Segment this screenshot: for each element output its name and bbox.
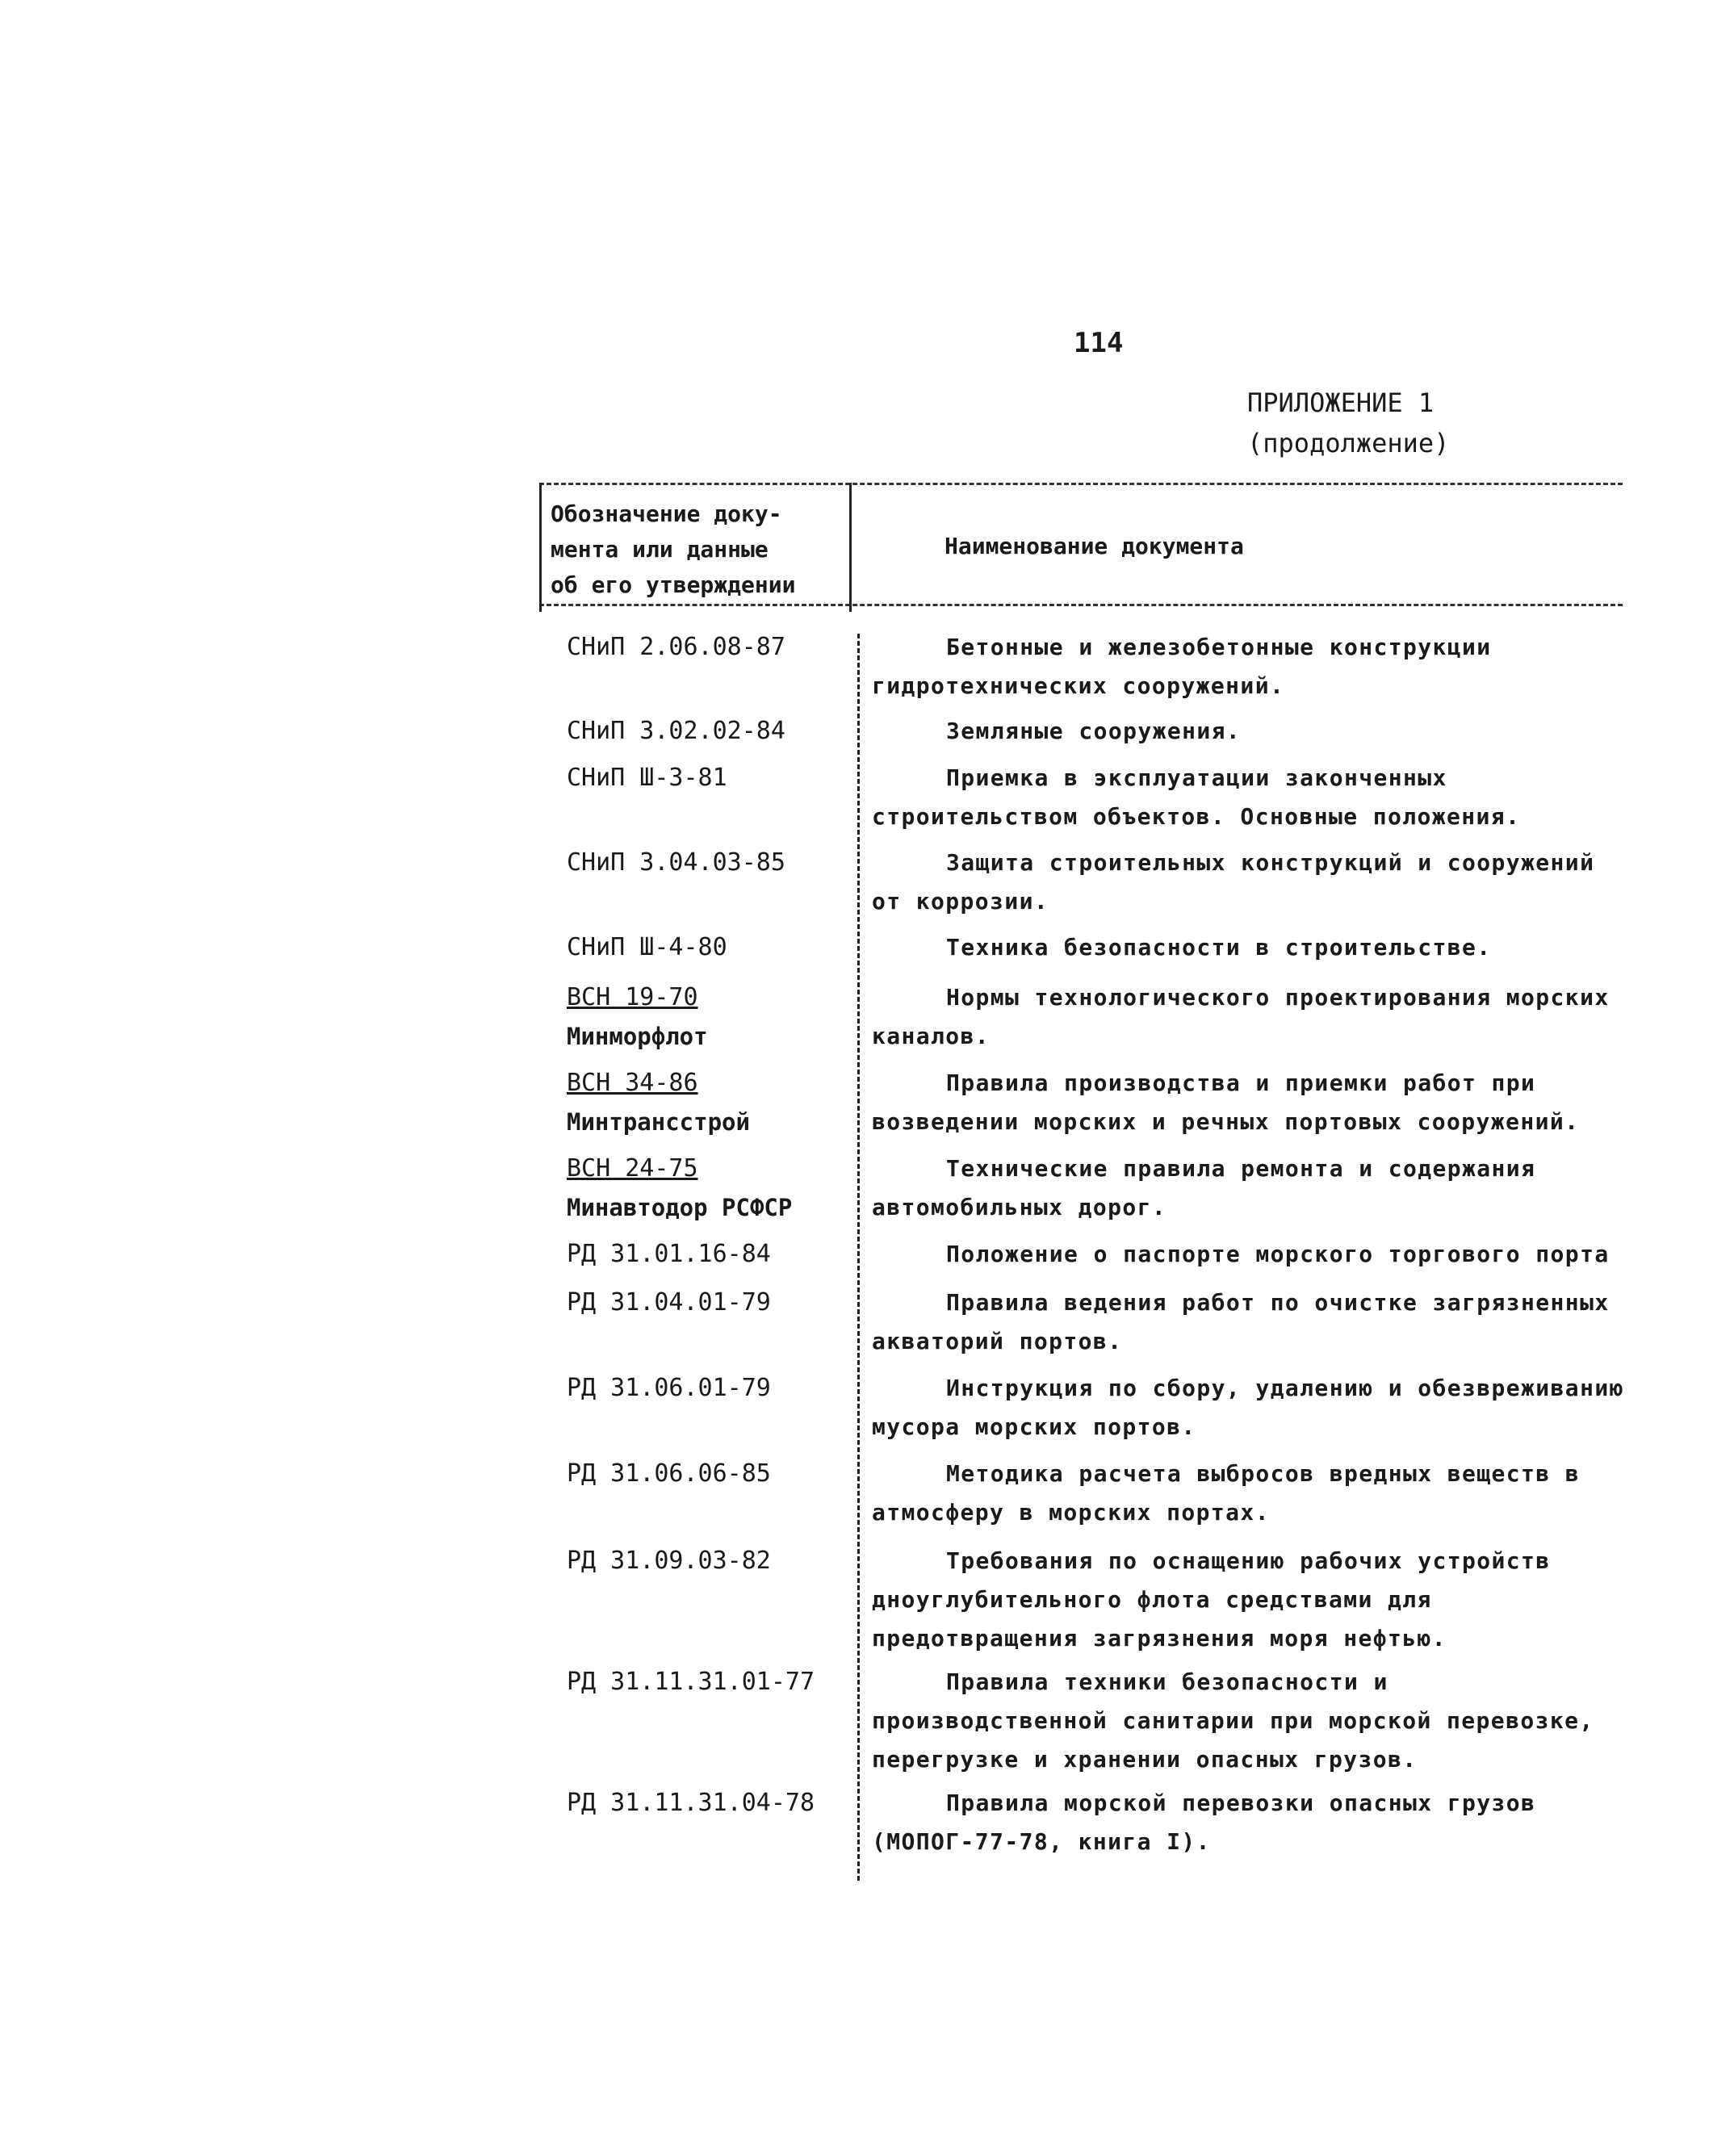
document-code: СНиП 2.06.08-87 xyxy=(567,633,785,661)
document-code: ВСН 24-75 xyxy=(567,1154,698,1183)
column-divider xyxy=(849,483,852,612)
document-code: СНиП Ш-4-80 xyxy=(567,933,727,961)
table-left-border xyxy=(539,483,542,612)
row-title: Правила ведения работ по очистке загрязненных акваторий портов. xyxy=(872,1289,1610,1354)
row-title: Правила морской перевозки опасных грузов (МОПОГ-77-78, книга I). xyxy=(872,1790,1536,1855)
document-code: РД 31.06.01-79 xyxy=(567,1374,771,1402)
row-title: Бетонные и железобетонные конструкции гидротехнических сооружений. xyxy=(872,634,1492,699)
approving-organization: Минтрансстрой xyxy=(567,1108,750,1136)
document-code: РД 31.09.03-82 xyxy=(567,1547,771,1575)
document-code: РД 31.01.16-84 xyxy=(567,1240,771,1268)
row-code xyxy=(567,1663,815,1702)
appendix-subtitle: (продолжение) xyxy=(1247,428,1450,458)
document-code: РД 31.04.01-79 xyxy=(567,1288,771,1317)
document-code: СНиП 3.04.03-85 xyxy=(567,848,785,877)
document-code: РД 31.06.06-85 xyxy=(567,1459,771,1488)
row-code xyxy=(567,1784,815,1823)
row-title: Приемка в эксплуатации законченных строительством объектов. Основные положения. xyxy=(872,764,1521,830)
row-code xyxy=(567,1149,792,1227)
row-title: Правила техники безопасности и производственной санитарии при морской перевозке, перегрузке и хранении опасных грузов. xyxy=(872,1668,1594,1773)
header-col-name: Наименование документа xyxy=(944,533,1244,559)
row-code xyxy=(567,978,708,1056)
row-code xyxy=(567,1455,771,1493)
row-title: Защита строительных конструкций и сооружений от коррозии. xyxy=(872,849,1595,915)
header-bottom-rule xyxy=(539,604,1623,606)
page-number: 114 xyxy=(1074,327,1124,359)
row-code xyxy=(567,1235,771,1274)
row-title: Методика расчета выбросов вредных веществ в атмосферу в морских портах. xyxy=(872,1460,1581,1526)
document-code: СНиП Ш-3-81 xyxy=(567,764,727,792)
row-title: Правила производства и приемки работ при возведении морских и речных портовых сооружений. xyxy=(872,1070,1580,1135)
row-code xyxy=(567,1283,771,1322)
row-code xyxy=(567,712,785,751)
document-code: РД 31.11.31.01-77 xyxy=(567,1668,815,1696)
approving-organization: Минавтодор РСФСР xyxy=(567,1194,793,1221)
row-code xyxy=(567,844,785,882)
row-title: Положение о паспорте морского торгового порта xyxy=(946,1241,1610,1267)
row-title: Техника безопасности в строительстве. xyxy=(946,934,1492,961)
document-code: ВСН 19-70 xyxy=(567,983,698,1011)
document-code: ВСН 34-86 xyxy=(567,1069,698,1097)
table-top-rule xyxy=(539,483,1623,485)
header-col-designation: Обозначение доку- мента или данные об его утверждении xyxy=(551,500,796,598)
row-code xyxy=(567,1542,771,1580)
row-title: Земляные сооружения. xyxy=(946,718,1242,744)
row-code xyxy=(567,1369,771,1408)
approving-organization: Минморфлот xyxy=(567,1023,708,1050)
row-title: Нормы технологического проектирования морских каналов. xyxy=(872,984,1610,1049)
row-code xyxy=(567,1064,750,1141)
row-code xyxy=(567,628,785,667)
row-title: Требования по оснащению рабочих устройств дноуглубительного флота средствами для предотвращения загрязнения моря нефтью. xyxy=(872,1547,1551,1652)
document-code: РД 31.11.31.04-78 xyxy=(567,1789,815,1817)
column-divider-body xyxy=(857,634,860,1881)
row-code xyxy=(567,759,727,798)
document-code: СНиП 3.02.02-84 xyxy=(567,717,785,745)
row-title: Технические правила ремонта и содержания автомобильных дорог. xyxy=(872,1155,1536,1220)
row-code xyxy=(567,928,727,967)
appendix-title: ПРИЛОЖЕНИЕ 1 xyxy=(1247,387,1435,418)
row-title: Инструкция по сбору, удалению и обезвреживанию мусора морских портов. xyxy=(872,1375,1624,1440)
